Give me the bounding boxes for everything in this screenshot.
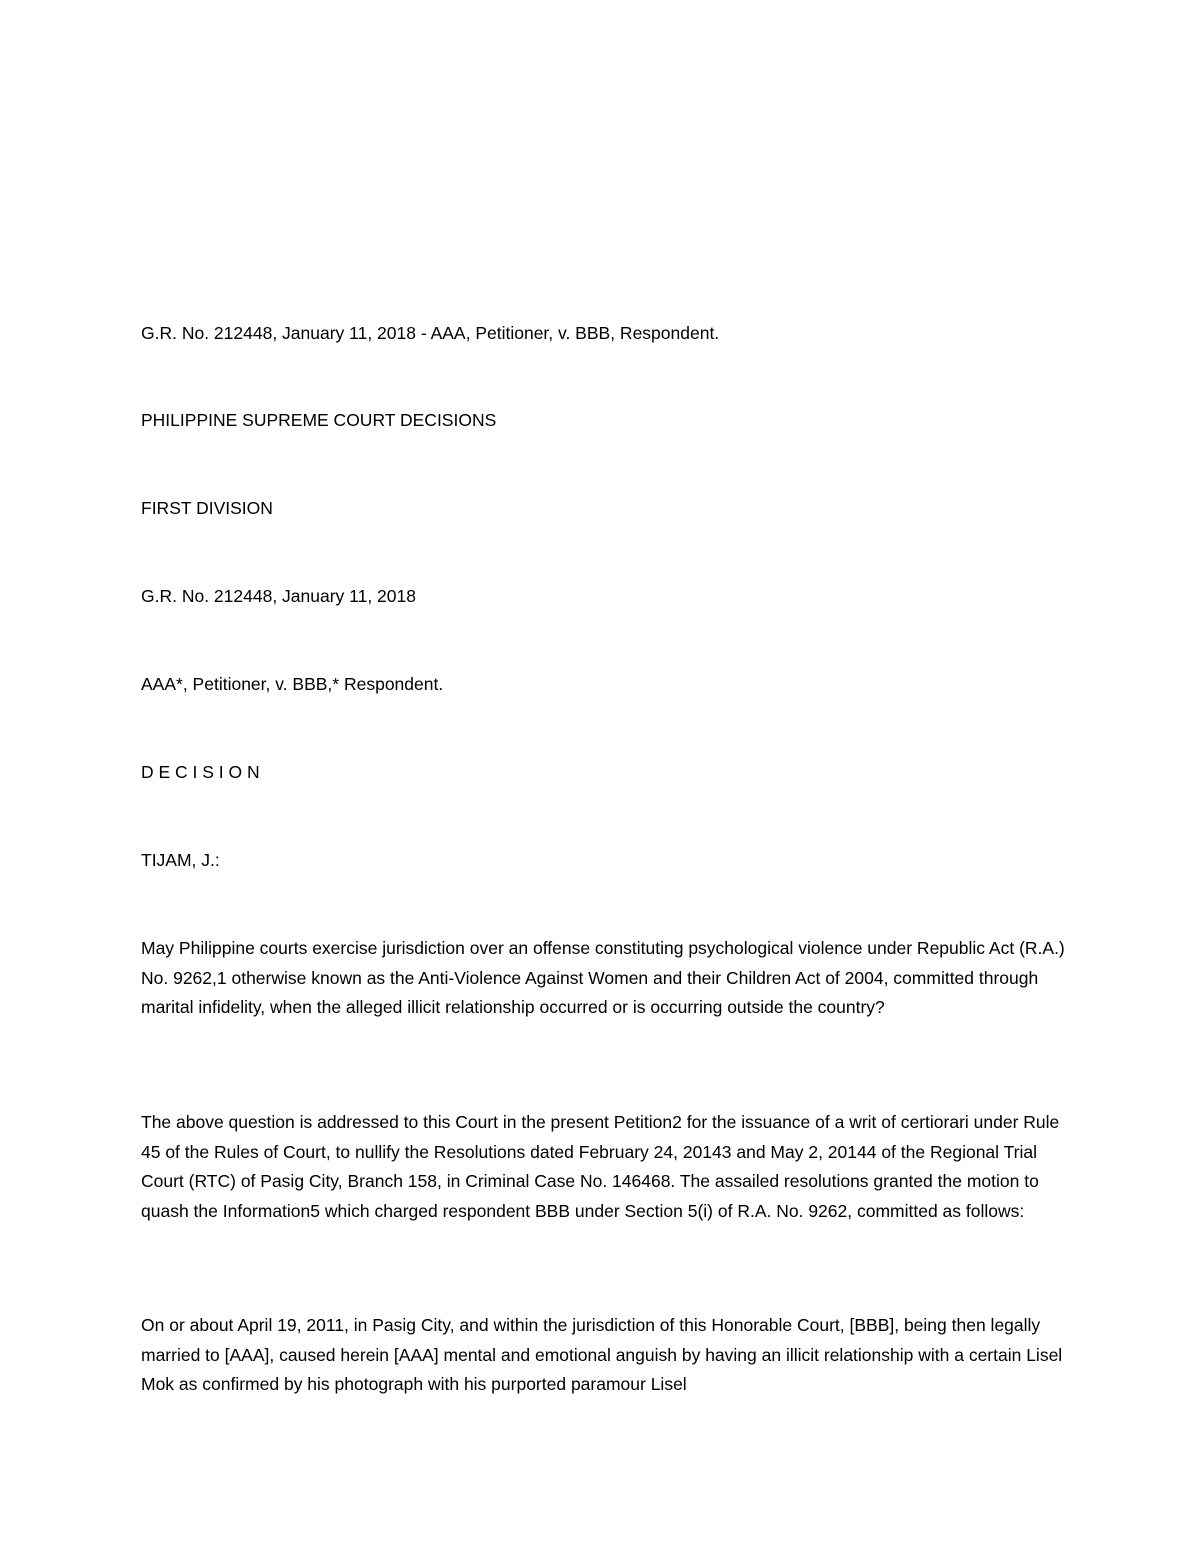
decision-heading: D E C I S I O N [141,762,260,782]
division-label: FIRST DIVISION [141,498,273,518]
ponente-line: TIJAM, J.: [141,850,220,870]
case-number: G.R. No. 212448, January 11, 2018 [141,586,416,606]
parties-line: AAA*, Petitioner, v. BBB,* Respondent. [141,674,444,694]
publication-title: PHILIPPINE SUPREME COURT DECISIONS [141,410,497,430]
header-line: G.R. No. 212448, January 11, 2018 - AAA, Petitioner, v. BBB, Respondent. [141,323,720,343]
paragraph-3: On or about April 19, 2011, in Pasig City, and within the jurisdiction of this Honorable Court, [BBB], being then legally married to [AAA], caused herein [AAA] mental and emotional anguish by having an illicit relationship with a certain Lisel Mok as confirmed by his photograph with his purported paramour Lisel [141,1315,1063,1394]
paragraph-2: The above question is addressed to this Court in the present Petition2 for the issuance of a writ of certiorari under Rule 45 of the Rules of Court, to nullify the Resolutions dated February 24, 20143 and May 2, 20144 of the Regional Trial Court (RTC) of Pasig City, Branch 158, in Criminal Case No. 146468. The assailed resolutions granted the motion to quash the Information5 which charged respondent BBB under Section 5(i) of R.A. No. 9262, committed as follows: [141,1112,1060,1221]
paragraph-1: May Philippine courts exercise jurisdiction over an offense constituting psychological violence under Republic Act (R.A.) No. 9262,1 otherwise known as the Anti-Violence Against Women and their Children Act of 2004, committed through marital infidelity, when the alleged illicit relationship occurred or is occurring outside the country? [141,938,1065,1017]
